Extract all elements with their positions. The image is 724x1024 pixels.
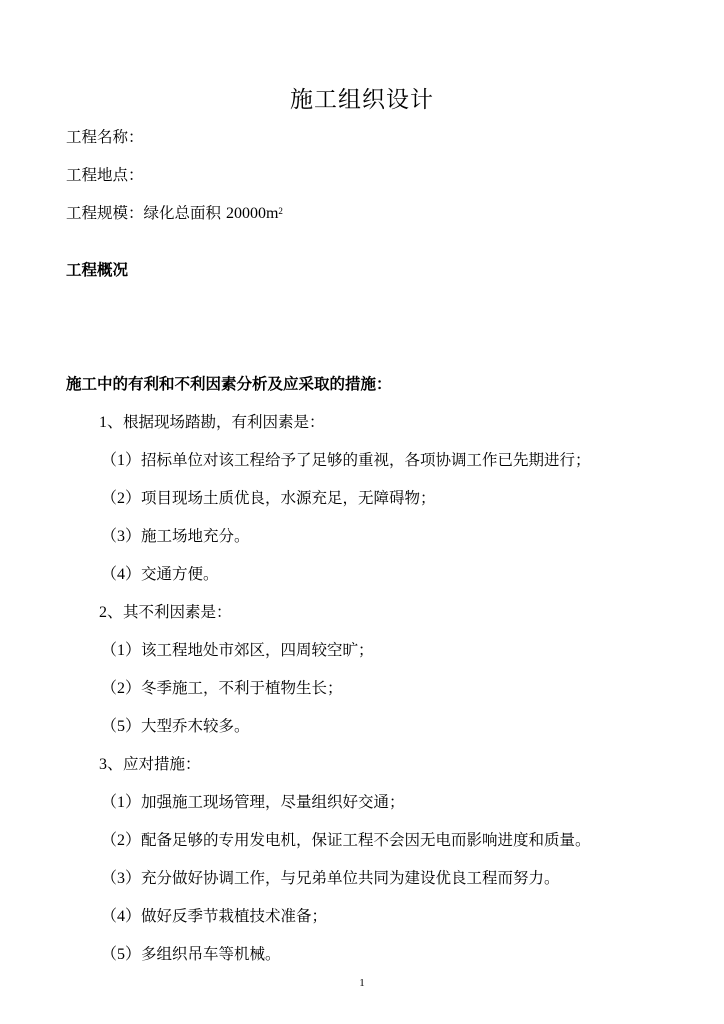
list-item xyxy=(101,715,250,738)
list-item-number: （3） xyxy=(101,870,142,887)
list-item xyxy=(101,487,436,510)
list-item-number: （5） xyxy=(101,718,142,735)
list-item-text: 配备足够的专用发电机，保证工程不会因无电而影响进度和质量。 xyxy=(141,831,591,849)
list-item xyxy=(101,639,374,662)
list-item-text: 加强施工现场管理，尽量组织好交通； xyxy=(141,793,405,811)
section-heading-text: 应对措施： xyxy=(123,755,201,773)
section-heading-number: 3、 xyxy=(99,756,124,773)
list-item xyxy=(101,905,327,928)
list-item-number: （1） xyxy=(101,642,142,659)
section-heading-text: 根据现场踏勘，有利因素是： xyxy=(123,413,325,431)
list-item-text: 交通方便。 xyxy=(141,565,219,583)
overview-heading: 工程概况 xyxy=(66,261,129,279)
list-item-number: （2） xyxy=(101,832,142,849)
list-item xyxy=(101,677,343,700)
list-item-text: 充分做好协调工作，与兄弟单位共同为建设优良工程而努力。 xyxy=(141,869,560,887)
list-item-number: （2） xyxy=(101,490,142,507)
factors-heading: 施工中的有利和不利因素分析及应采取的措施： xyxy=(66,375,392,393)
list-item-number: （4） xyxy=(101,566,142,583)
list-item-number: （4） xyxy=(101,908,142,925)
list-item-text: 施工场地充分。 xyxy=(141,527,250,545)
section-heading-text: 其不利因素是： xyxy=(123,603,232,621)
list-item xyxy=(101,829,591,852)
list-item-text: 多组织吊车等机械。 xyxy=(141,945,281,963)
list-item-text: 招标单位对该工程给予了足够的重视，各项协调工作已先期进行； xyxy=(141,451,591,469)
list-item-number: （5） xyxy=(101,946,142,963)
project-scale-superscript: 2 xyxy=(278,206,283,216)
section-1-heading xyxy=(99,411,325,434)
list-item-number: （3） xyxy=(101,528,142,545)
section-3-heading xyxy=(99,753,201,776)
list-item-text: 该工程地处市郊区，四周较空旷； xyxy=(141,641,374,659)
list-item-number: （1） xyxy=(101,452,142,469)
list-item xyxy=(101,943,281,966)
section-heading-number: 2、 xyxy=(99,604,124,621)
project-scale-label: 工程规模：绿化总面积 xyxy=(66,204,222,222)
list-item-text: 做好反季节栽植技术准备； xyxy=(141,907,328,925)
list-item xyxy=(101,867,560,890)
list-item-text: 冬季施工，不利于植物生长； xyxy=(141,679,343,697)
document-title: 施工组织设计 xyxy=(290,87,434,113)
list-item xyxy=(101,791,405,814)
list-item-number: （2） xyxy=(101,680,142,697)
list-item-text: 项目现场土质优良，水源充足，无障碍物； xyxy=(141,489,436,507)
list-item-text: 大型乔木较多。 xyxy=(141,717,250,735)
project-name-label: 工程名称： xyxy=(66,128,144,146)
project-scale-value: 20000m xyxy=(225,205,279,222)
project-scale-line xyxy=(66,202,283,225)
section-2-heading xyxy=(99,601,232,624)
list-item xyxy=(101,449,591,472)
list-item xyxy=(101,525,250,548)
section-heading-number: 1、 xyxy=(99,414,124,431)
page-number: 1 xyxy=(359,977,365,989)
list-item-number: （1） xyxy=(101,794,142,811)
project-location-label: 工程地点： xyxy=(66,166,144,184)
list-item xyxy=(101,563,219,586)
